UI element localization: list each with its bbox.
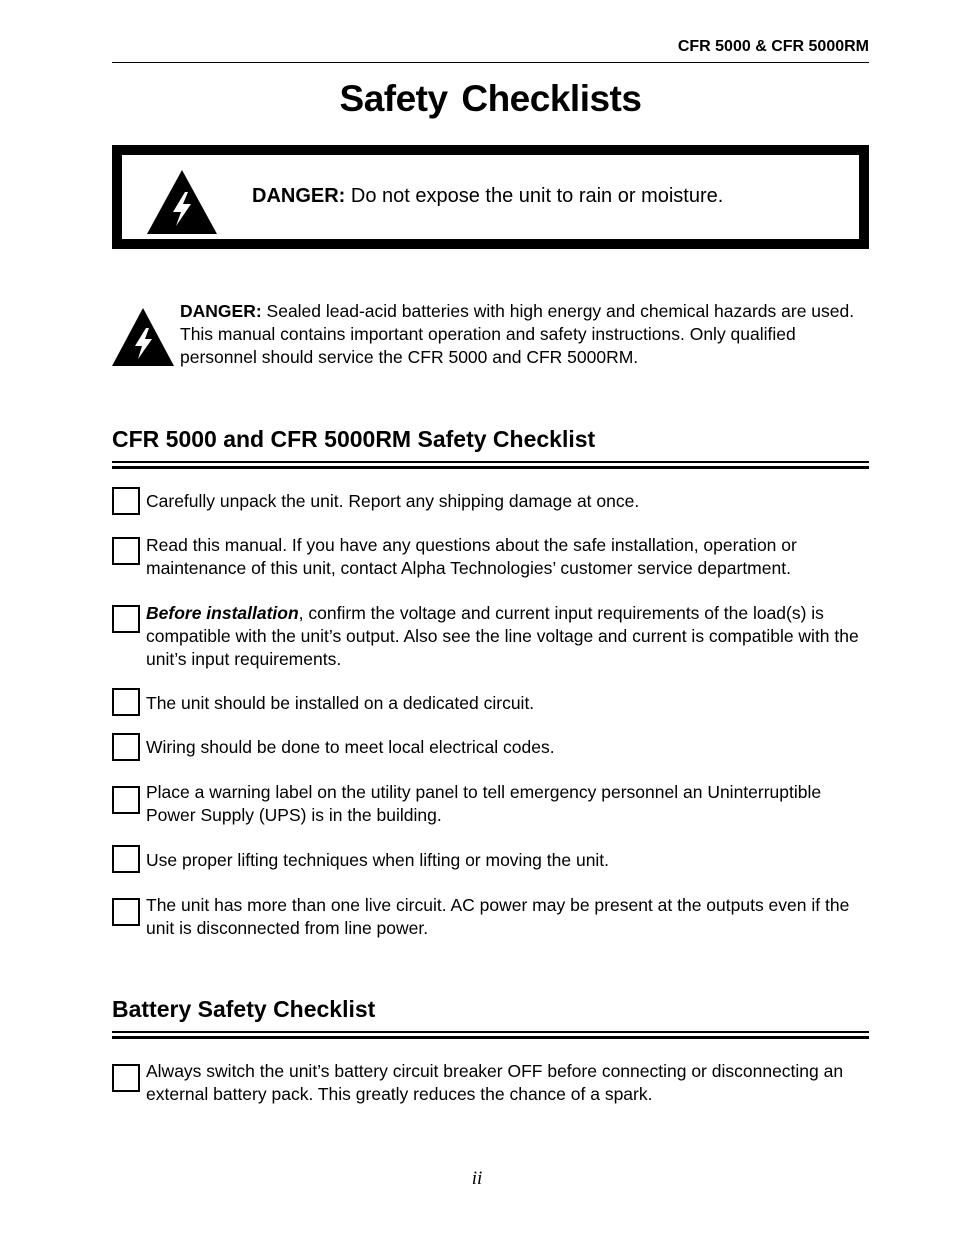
checklist-item-text: The unit should be installed on a dedicated circuit. [146, 693, 535, 713]
section-title: CFR 5000 and CFR 5000RM Safety Checklist [112, 426, 596, 452]
checklist-item-body: , confirm the voltage and current input requirements of the load(s) is compatible with the unit’s output. Also see the line voltage and current is compatible with the unit’s input requirements. [146, 603, 859, 669]
checklist-item-emphasis: Before installation [146, 603, 299, 623]
section-title: Battery Safety Checklist [112, 996, 376, 1022]
checkbox[interactable] [112, 786, 140, 814]
danger-text: Do not expose the unit to rain or moisture. [345, 185, 724, 207]
danger-note-body: Sealed lead-acid batteries with high energy and chemical hazards are used. This manual contains important operation and safety instructions. Only qualified personnel should service the CFR 5000 and CFR 5000RM. [180, 301, 855, 367]
checklist-item-text: Always switch the unit’s battery circuit breaker OFF before connecting or disconnecting an external battery pack. This greatly reduces the chance of a spark. [146, 1061, 844, 1104]
checklist-item-text: Read this manual. If you have any questions about the safe installation, operation or maintenance of this unit, contact Alpha Technologies’ customer service department. [146, 535, 797, 578]
checklist-item-text: Carefully unpack the unit. Report any shipping damage at once. [146, 491, 640, 511]
checkbox[interactable] [112, 733, 140, 761]
checkbox[interactable] [112, 487, 140, 515]
danger-callout-box [112, 145, 869, 249]
high-voltage-warning-icon [147, 170, 217, 234]
checklist-item-text [146, 602, 870, 671]
danger-label: DANGER: [252, 185, 346, 207]
checkbox[interactable] [112, 898, 140, 926]
checkbox[interactable] [112, 1064, 140, 1092]
checklist-item-text: Use proper lifting techniques when lifting or moving the unit. [146, 850, 610, 870]
section-double-rule [112, 461, 869, 470]
page-number: ii [471, 1168, 483, 1189]
danger-note-text [180, 300, 870, 369]
checkbox[interactable] [112, 605, 140, 633]
checkbox[interactable] [112, 537, 140, 565]
page-title: Safety Checklists [339, 78, 642, 119]
checklist-item-text: The unit has more than one live circuit. AC power may be present at the outputs even if the unit is disconnected from line power. [146, 895, 850, 938]
danger-note-label: DANGER: [180, 301, 262, 321]
header-rule [112, 62, 869, 63]
checkbox[interactable] [112, 845, 140, 873]
high-voltage-warning-icon [112, 308, 174, 366]
section-double-rule [112, 1031, 869, 1040]
checkbox[interactable] [112, 688, 140, 716]
checklist-item-text: Place a warning label on the utility panel to tell emergency personnel an Uninterruptible Power Supply (UPS) is in the building. [146, 782, 822, 825]
danger-message [252, 185, 723, 208]
running-head: CFR 5000 & CFR 5000RM [677, 38, 869, 55]
checklist-item-text: Wiring should be done to meet local electrical codes. [146, 737, 555, 757]
